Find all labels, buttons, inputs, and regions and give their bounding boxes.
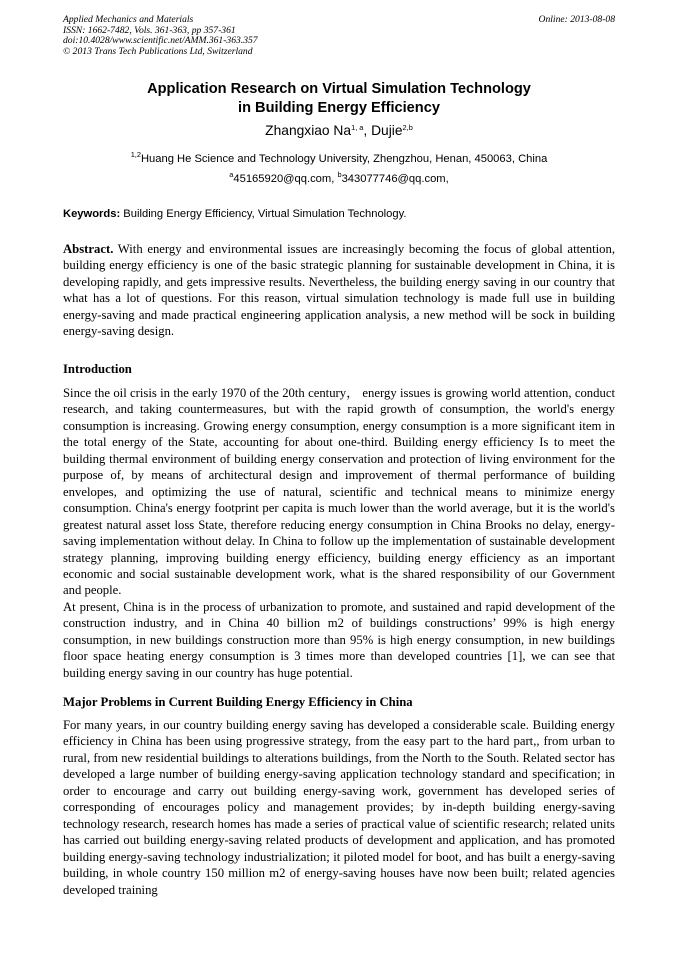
affiliation [63,150,615,168]
title-line-1: Application Research on Virtual Simulation Technology [147,81,531,97]
email-a: 45165920@qq.com, [233,173,338,185]
keywords-text: Building Energy Efficiency, Virtual Simulation Technology. [120,208,407,220]
journal-doi: doi:10.4028/www.scientific.net/AMM.361-363.357 [63,35,258,47]
keywords-label: Keywords: [63,208,121,220]
author-emails [63,170,615,188]
abstract [63,241,615,340]
author-list [63,122,615,140]
author-2: Dujie [371,123,403,138]
introduction-paragraph-1: Since the oil crisis in the early 1970 of the 20th century， energy issues is growing world attention, conduct research, and taking countermeasures, but with the rapid growth of consumption, the world's energy consumption is increasing. Growing energy consumption, energy consumption is a more significant item in the total energy of the State, accounting for about one-third. Building energy efficiency Is to meet the building thermal environment of building energy conservation and protection of living environment for the purpose of, by means of architectural design and improvement of thermal performance of building envelopes, and optimizing the use of natural, scientific and technical means to minimize energy consumption. China's energy footprint per capita is much lower than the world average, but it is the world's greatest natural asset loss State, therefore reducing energy consumption in China Brooks no delay, energy-saving implementation without delay. In China to follow up the implementation of sustainable development strategy planning, improving building energy efficiency, building energy efficiency as an important economic and social sustainable development work, what is the shared responsibility of our Government and people. [63,386,615,598]
email-b: 343077746@qq.com, [341,173,449,185]
journal-header [63,15,615,57]
abstract-label: Abstract. [63,242,114,256]
affiliation-marker: 1,2 [130,150,141,159]
online-date: Online: 2013-08-08 [538,14,615,25]
major-problems-body [63,717,615,898]
email-a-marker: a [229,170,234,179]
journal-copyright: © 2013 Trans Tech Publications Ltd, Switzerland [63,45,253,57]
author-2-affiliation: 2,b [402,123,413,132]
introduction-paragraph-2: At present, China is in the process of urbanization to promote, and sustained and rapid development of the construction industry, and in China 40 billion m2 of buildings constructions’ 99% is high energy consumption, in new buildings construction more than 95% is high energy consumption, in new buildings floor space heating energy consumption is 3 times more than developed countries [1], we can see that building energy saving in our country has huge potential. [63,599,615,680]
paper-title [63,80,615,117]
introduction-body [63,385,615,681]
journal-name: Applied Mechanics and Materials [63,14,194,25]
author-separator: , [363,123,372,138]
affiliation-text: Huang He Science and Technology University, Zhengzhou, Henan, 450063, China [140,153,548,165]
abstract-text: With energy and environmental issues are increasingly becoming the focus of global attention, building energy efficiency is one of the basic strategic planning for sustainable development in China, it is developing rapidly, and gets impressive results. Nevertheless, the building energy saving in our country that what has a lot of questions. For this reason, virtual simulation technology is made full use in building energy-saving and made practical engineering application analysis, a new method will be sock in building energy-saving design. [63,242,615,339]
journal-issn: ISSN: 1662-7482, Vols. 361-363, pp 357-361 [63,24,236,36]
section-heading-introduction: Introduction [63,362,132,376]
keywords [63,207,615,221]
email-b-marker: b [337,170,342,179]
author-1-affiliation: 1, a [351,123,364,132]
major-problems-paragraph-1: For many years, in our country building energy saving has developed a considerable scale. Building energy efficiency in China has been using progressive strategy, from the easy part to the hard part,, from urban to rural, from new residential buildings to alterations buildings, from the North to the South. Related sector has developed a large number of building energy-saving application technology standard and specification; in order to encourage and carry out building energy-saving work, government has developed series of corresponding of encourages policy and management provides; by in-depth building energy-saving technology research, research homes has made a series of practical value of scientific research; related units has carried out building energy-saving related products of development and application, and has promoted building energy-saving technology industrialization; it piloted model for boot, and has built a energy-saving building, in whole country 150 million m2 of energy-saving houses have now been built; related agencies developed training [63,718,615,897]
section-heading-major-problems: Major Problems in Current Building Energy Efficiency in China [63,695,413,709]
title-line-2: in Building Energy Efficiency [238,99,440,116]
author-1: Zhangxiao Na [265,123,352,138]
